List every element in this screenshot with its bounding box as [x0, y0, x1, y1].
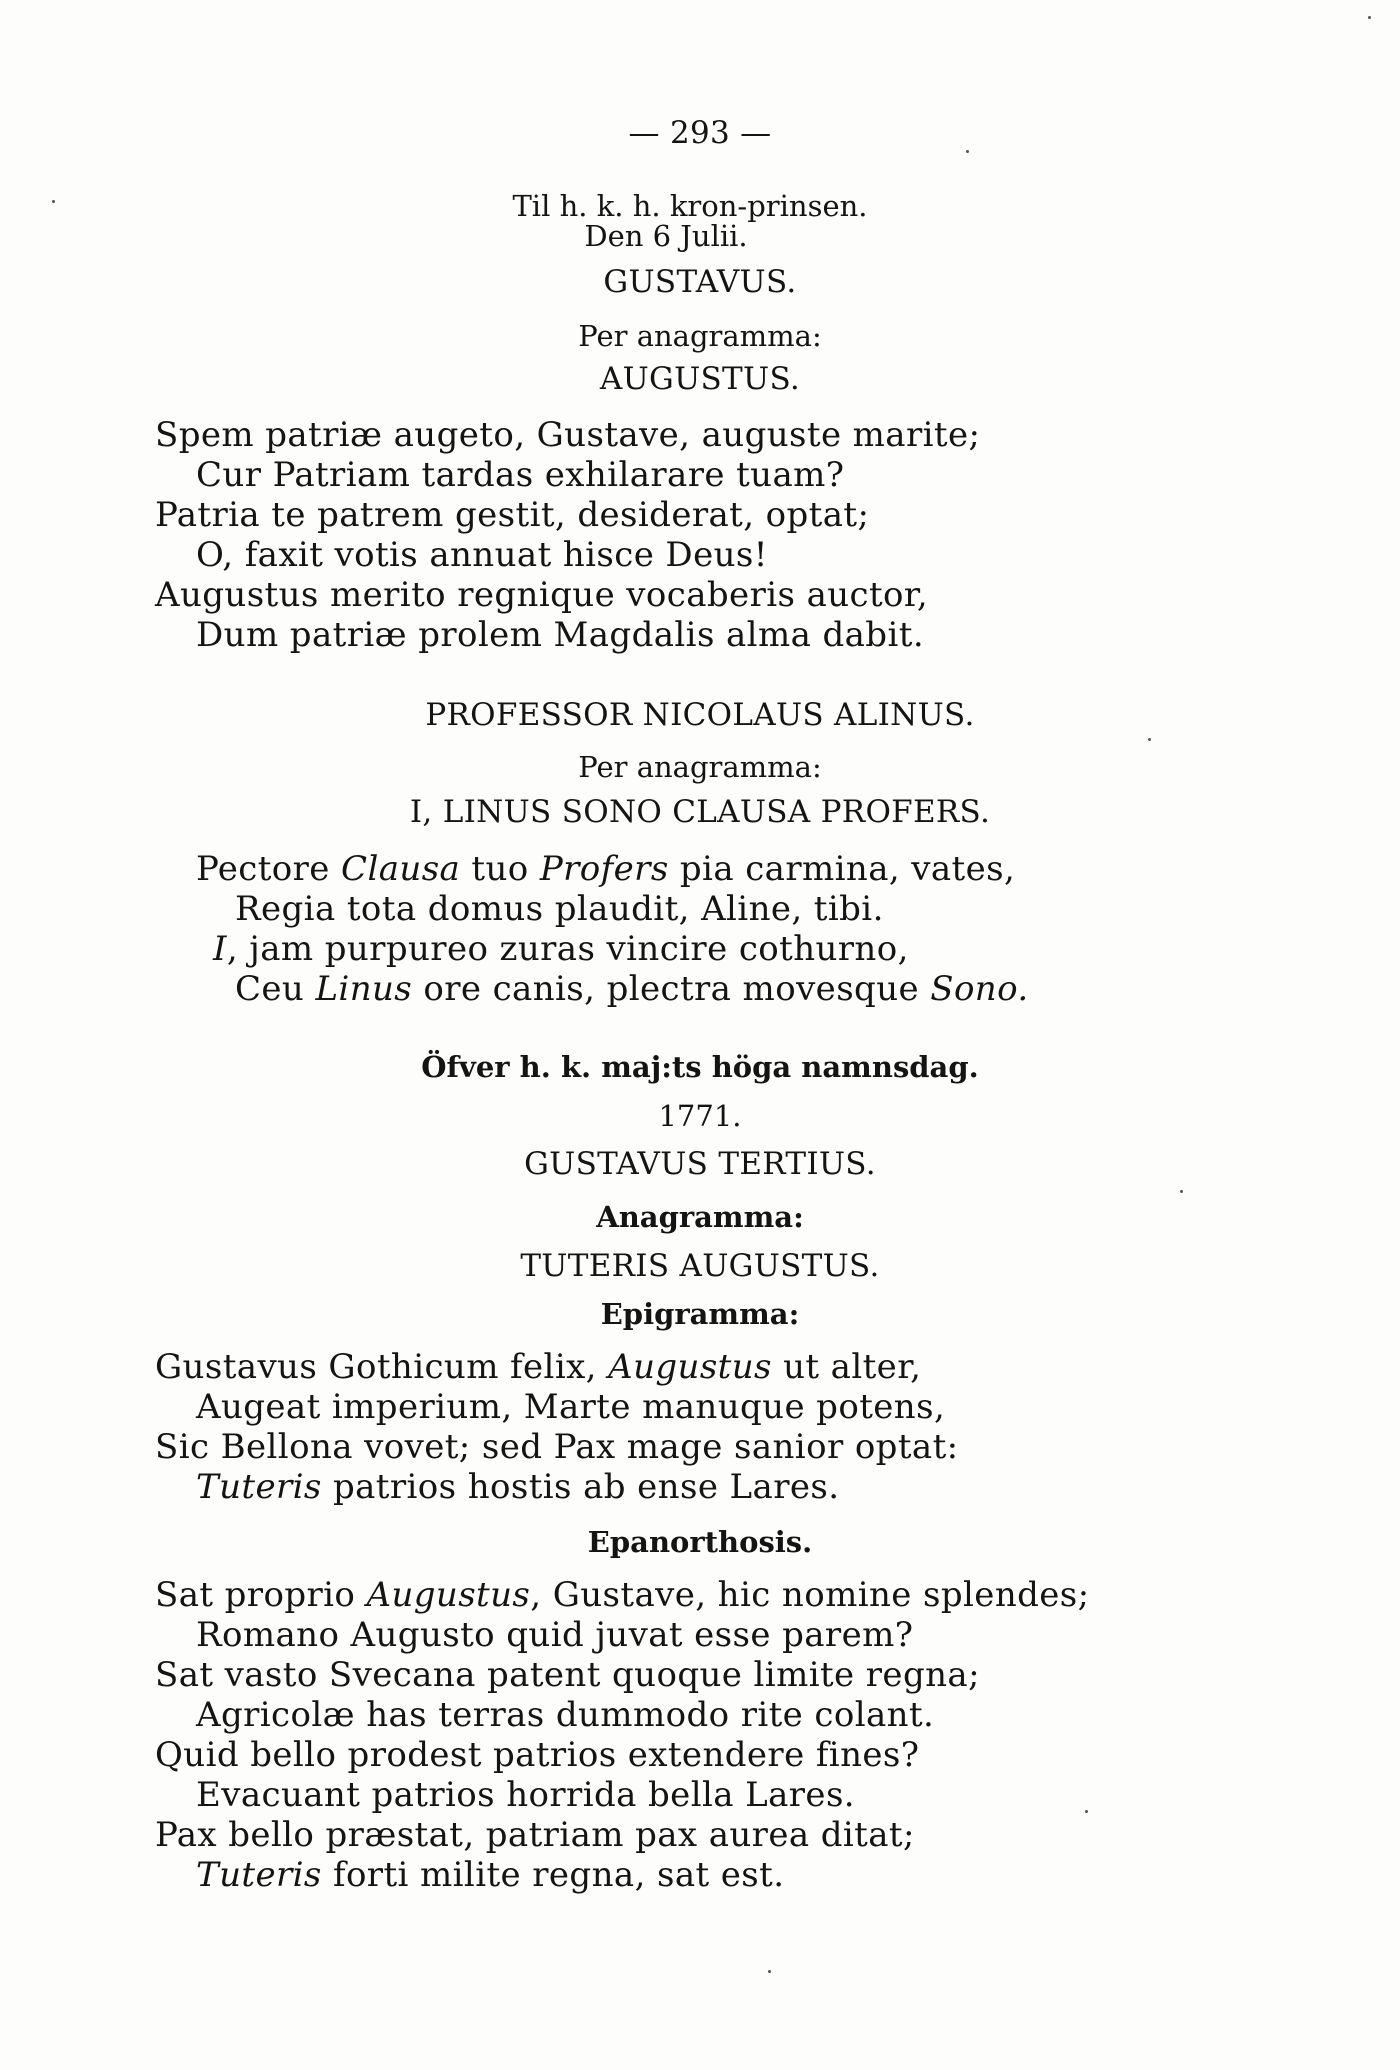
date-line: Den 6 Julii.: [584, 219, 748, 253]
verse-line: Romano Augusto quid juvat esse parem?: [196, 1615, 914, 1655]
scan-speck: [1180, 1190, 1183, 1193]
verse-line: Pax bello præstat, patriam pax aurea ditat;: [155, 1815, 915, 1855]
verse-line: Quid bello prodest patrios extendere fines?: [155, 1735, 920, 1775]
verse-line: Sat proprio Augustus, Gustave, hic nomine splendes;: [155, 1575, 1090, 1615]
verse-line: Tuteris patrios hostis ab ense Lares.: [196, 1467, 840, 1507]
scan-speck: [966, 150, 969, 153]
scan-speck: [1148, 738, 1151, 741]
anagram-text: AUGUSTUS.: [599, 361, 801, 397]
scan-speck: [52, 200, 55, 203]
verse-line: Augeat imperium, Marte manuque potens,: [196, 1387, 946, 1427]
epanorthosis-label: Epanorthosis.: [587, 1525, 813, 1559]
scan-speck: [1085, 1810, 1088, 1813]
verse-line: Augustus merito regnique vocaberis auctor,: [155, 575, 929, 615]
verse-line: Tuteris forti milite regna, sat est.: [196, 1855, 785, 1895]
anagram-text: I, LINUS SONO CLAUSA PROFERS.: [409, 794, 991, 830]
original-name: GUSTAVUS.: [603, 264, 797, 300]
original-name: GUSTAVUS TERTIUS.: [524, 1146, 876, 1182]
year-line: 1771.: [658, 1099, 742, 1133]
verse-line: Patria te patrem gestit, desiderat, optat;: [155, 495, 870, 535]
anagram-label: Per anagramma:: [578, 319, 822, 353]
verse-line: Agricolæ has terras dummodo rite colant.: [196, 1695, 935, 1735]
page-number: — 293 —: [628, 115, 772, 151]
scan-speck: [1368, 16, 1371, 19]
verse-line: Cur Patriam tardas exhilarare tuam?: [196, 455, 845, 495]
dedication-heading: Til h. k. h. kron-prinsen.: [512, 189, 868, 223]
anagram-text: TUTERIS AUGUSTUS.: [520, 1248, 880, 1284]
verse-line: Ceu Linus ore canis, plectra movesque Sono.: [235, 969, 1029, 1009]
scan-speck: [768, 1970, 771, 1973]
verse-line: Evacuant patrios horrida bella Lares.: [196, 1775, 856, 1815]
verse-line: I, jam purpureo zuras vincire cothurno,: [213, 929, 909, 969]
verse-line: Pectore Clausa tuo Profers pia carmina, vates,: [196, 849, 1016, 889]
verse-line: Spem patriæ augeto, Gustave, auguste marite;: [155, 415, 981, 455]
epigram-label: Epigramma:: [600, 1297, 800, 1331]
anagram-label: Per anagramma:: [578, 750, 822, 784]
verse-line: Sat vasto Svecana patent quoque limite regna;: [155, 1655, 980, 1695]
verse-line: Dum patriæ prolem Magdalis alma dabit.: [196, 615, 925, 655]
verse-line: Sic Bellona vovet; sed Pax mage sanior optat:: [155, 1427, 959, 1467]
verse-line: Regia tota domus plaudit, Aline, tibi.: [235, 889, 884, 929]
original-name: PROFESSOR NICOLAUS ALINUS.: [425, 697, 975, 733]
dedication-heading: Öfver h. k. maj:ts höga namnsdag.: [421, 1050, 979, 1084]
anagram-label: Anagramma:: [596, 1200, 804, 1234]
verse-line: Gustavus Gothicum felix, Augustus ut alter,: [155, 1347, 922, 1387]
verse-line: O, faxit votis annuat hisce Deus!: [196, 535, 768, 575]
